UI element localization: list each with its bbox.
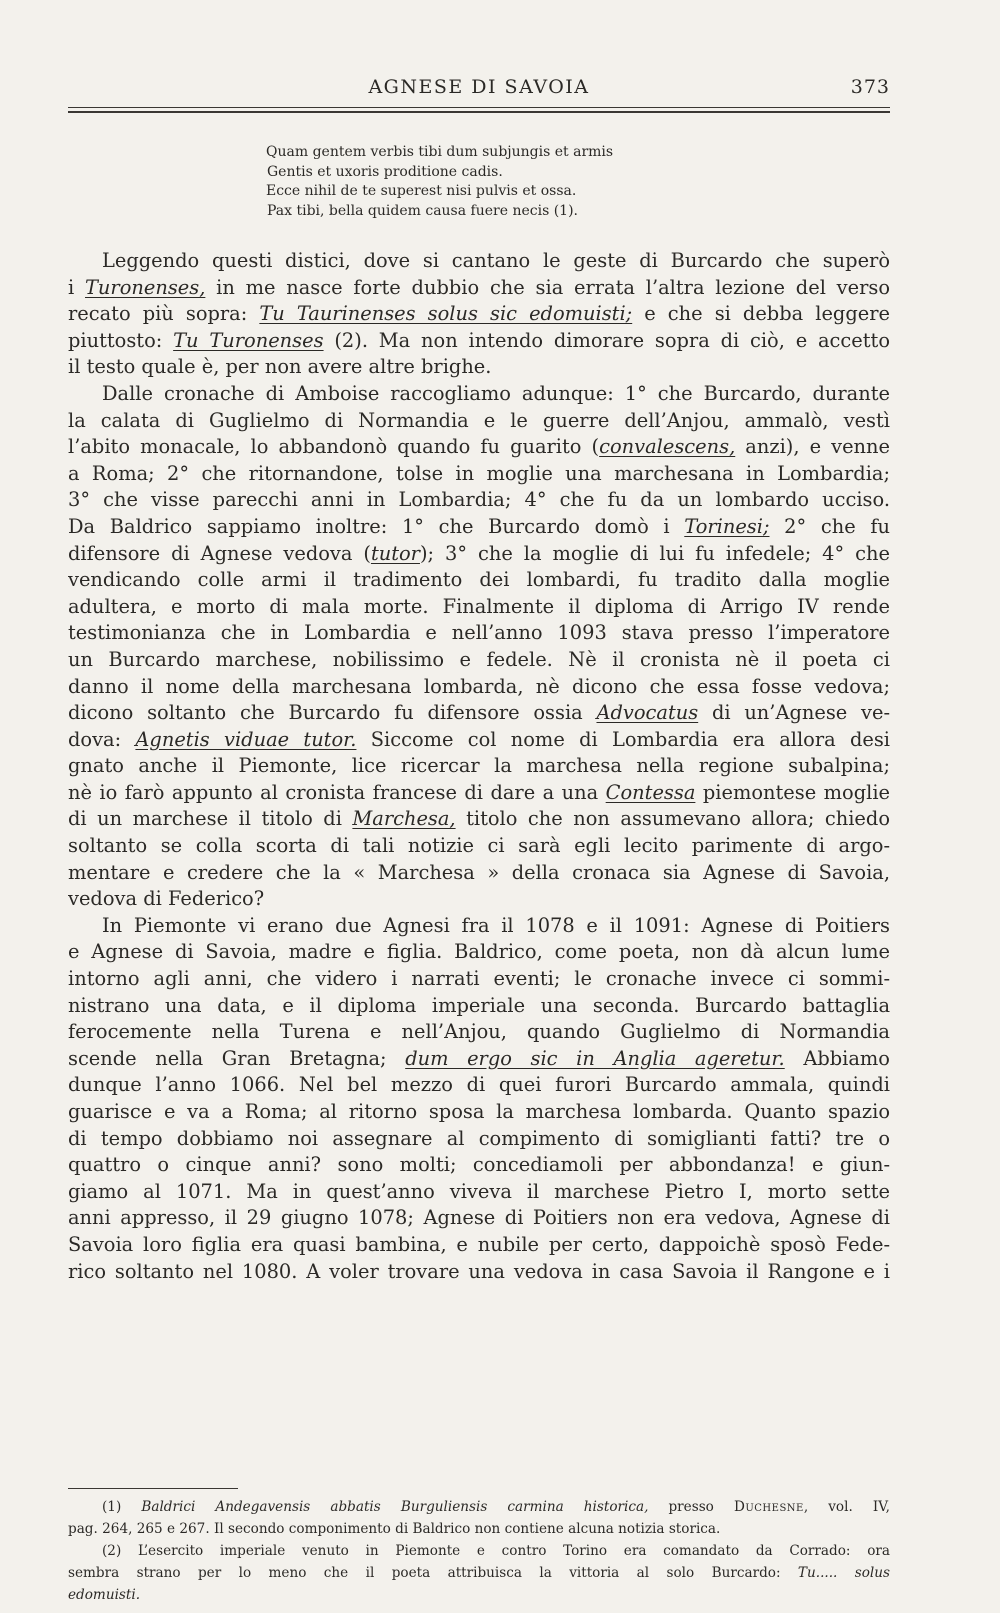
text-line: mentare e credere che la « Marchesa » della cronaca sia Agnese di Savoia,	[68, 860, 890, 884]
text-line: l’abito monacale, lo abbandonò quando fu guarito (convalescens, anzi), e venne	[68, 435, 890, 459]
text-line: di un marchese il titolo di Marchesa, titolo che non assumevano allora; chiedo	[68, 807, 890, 831]
verse-quotation	[266, 143, 886, 221]
text-line: la calata di Guglielmo di Normandia e le guerre dell’Anjou, ammalò, vestì	[68, 408, 890, 432]
text-line: soltanto se colla scorta di tali notizie ci sarà egli lecito parimente di argo-	[68, 834, 890, 858]
header-rule-thick	[68, 111, 890, 113]
emphasis: Tu Turonenses	[173, 328, 324, 352]
text-line: intorno agli anni, che videro i narrati eventi; le cronache invece ci sommi-	[68, 967, 890, 991]
citation: Baldrici Andegavensis abbatis Burguliensis carmina historica,	[141, 1499, 649, 1515]
footnote-line: pag. 264, 265 e 267. Il secondo componimento di Baldrico non contiene alcuna notizia storica.	[68, 1521, 721, 1537]
text-line: ferocemente nella Turena e nell’Anjou, quando Guglielmo di Normandia	[68, 1020, 890, 1044]
text-line: In Piemonte vi erano due Agnesi fra il 1078 e il 1091: Agnese di Poitiers	[102, 913, 890, 937]
emphasis: Turonenses,	[85, 275, 206, 299]
footnote-divider	[68, 1488, 238, 1489]
text-line: e Agnese di Savoia, madre e figlia. Baldrico, come poeta, non dà alcun lume	[68, 940, 890, 964]
emphasis: Marchesa,	[352, 807, 456, 831]
text-line: di tempo dobbiamo noi assegnare al compimento di somiglianti fatti? tre o	[68, 1126, 890, 1150]
text-line: testimonianza che in Lombardia e nell’anno 1093 stava presso l’imperatore	[68, 621, 890, 645]
text-line: dova: Agnetis viduae tutor. Siccome col nome di Lombardia era allora desi	[68, 727, 890, 751]
emphasis: convalescens,	[599, 435, 736, 459]
text-line: piuttosto: Tu Turonenses (2). Ma non intendo dimorare sopra di ciò, e accetto	[68, 328, 890, 352]
footnote-line: (1) Baldrici Andegavensis abbatis Burguliensis carmina historica, presso Duchesne, vol. IV,	[102, 1499, 890, 1515]
text-line: 3° che visse parecchi anni in Lombardia; 4° che fu da un lombardo ucciso.	[68, 488, 890, 512]
text-line: il testo quale è, per non avere altre brighe.	[68, 355, 492, 379]
emphasis: dum ergo sic in Anglia ageretur.	[405, 1046, 785, 1070]
text-line: dunque l’anno 1066. Nel bel mezzo di quei furori Burcardo ammala, quindi	[68, 1073, 890, 1097]
verse-line: Ecce nihil de te superest nisi pulvis et ossa.	[266, 183, 577, 200]
text-line: i Turonenses, in me nasce forte dubbio che sia errata l’altra lezione del verso	[68, 275, 890, 299]
text-line: un Burcardo marchese, nobilissimo e fedele. Nè il cronista nè il poeta ci	[68, 647, 890, 671]
text-line: Leggendo questi distici, dove si cantano le geste di Burcardo che superò	[102, 249, 890, 272]
author-name: Duchesne	[733, 1499, 804, 1515]
text-line: a Roma; 2° che ritornandone, tolse in moglie una marchesana in Lombardia;	[68, 461, 890, 485]
running-head	[68, 76, 890, 104]
running-title: AGNESE DI SAVOIA	[368, 76, 590, 98]
citation: edomuisti.	[68, 1587, 141, 1603]
emphasis: Torinesi;	[684, 514, 770, 538]
emphasis: Tu Taurinenses solus sic edomuisti;	[259, 302, 633, 326]
emphasis: Contessa	[605, 780, 696, 804]
verse-line: Gentis et uxoris proditione cadis.	[267, 163, 503, 180]
text-line: nè io farò appunto al cronista francese di dare a una Contessa piemontese moglie	[68, 780, 890, 804]
text-line: guarisce e va a Roma; al ritorno sposa la marchesa lombarda. Quanto spazio	[68, 1100, 890, 1123]
verse-line: Quam gentem verbis tibi dum subjungis et armis	[266, 144, 614, 160]
text-line: danno il nome della marchesana lombarda, nè dicono che essa fosse vedova;	[68, 674, 890, 698]
text-line: Dalle cronache di Amboise raccogliamo adunque: 1° che Burcardo, durante	[102, 381, 890, 405]
citation: Tu..... solus	[797, 1565, 890, 1581]
footnote-line: (2) L’esercito imperiale venuto in Piemonte e contro Torino era comandato da Corrado: ora	[102, 1543, 890, 1559]
text-line: quattro o cinque anni? sono molti; concediamoli per abbondanza! e giun-	[68, 1153, 890, 1177]
text-line: rico soltanto nel 1080. A voler trovare una vedova in casa Savoia il Rangone e i	[68, 1259, 890, 1283]
header-rule-thin	[68, 107, 890, 108]
page-number: 373	[850, 76, 890, 98]
emphasis: Advocatus	[596, 701, 699, 725]
text-line: giamo al 1071. Ma in quest’anno viveva il marchese Pietro I, morto sette	[68, 1179, 890, 1203]
text-line: Da Baldrico sappiamo inoltre: 1° che Burcardo domò i Torinesi; 2° che fu	[68, 514, 890, 538]
footnote-line	[68, 1584, 890, 1606]
footnotes	[68, 1496, 890, 1606]
emphasis: tutor	[370, 541, 420, 565]
text-line: vedova di Federico?	[68, 887, 265, 911]
text-line: nistrano una data, e il diploma imperiale una seconda. Burcardo battaglia	[68, 993, 890, 1017]
footnote-line: sembra strano per lo meno che il poeta attribuisca la vittoria al solo Burcardo: Tu..... solus	[68, 1565, 890, 1581]
body-text	[68, 248, 890, 1285]
emphasis: Agnetis viduae tutor.	[135, 727, 357, 751]
text-line: anni appresso, il 29 giugno 1078; Agnese di Poitiers non era vedova, Agnese di	[68, 1206, 890, 1230]
verse-line: Pax tibi, bella quidem causa fuere necis (1).	[267, 202, 578, 219]
text-line: vendicando colle armi il tradimento dei lombardi, fu tradito dalla moglie	[68, 568, 890, 592]
text-line: Savoia loro figlia era quasi bambina, e nubile per certo, dappoichè sposò Fede-	[68, 1232, 890, 1256]
text-line: scende nella Gran Bretagna; dum ergo sic in Anglia ageretur. Abbiamo	[68, 1046, 890, 1070]
text-line: recato più sopra: Tu Taurinenses solus sic edomuisti; e che si debba leggere	[68, 302, 890, 326]
text-line: dicono soltanto che Burcardo fu difensore ossia Advocatus di un’Agnese ve-	[68, 701, 890, 725]
text-line: adultera, e morto di mala morte. Finalmente il diploma di Arrigo IV rende	[68, 594, 890, 618]
text-line: gnato anche il Piemonte, lice ricercar la marchesa nella regione subalpina;	[68, 754, 890, 778]
text-line: difensore di Agnese vedova (tutor); 3° che la moglie di lui fu infedele; 4° che	[68, 541, 890, 565]
